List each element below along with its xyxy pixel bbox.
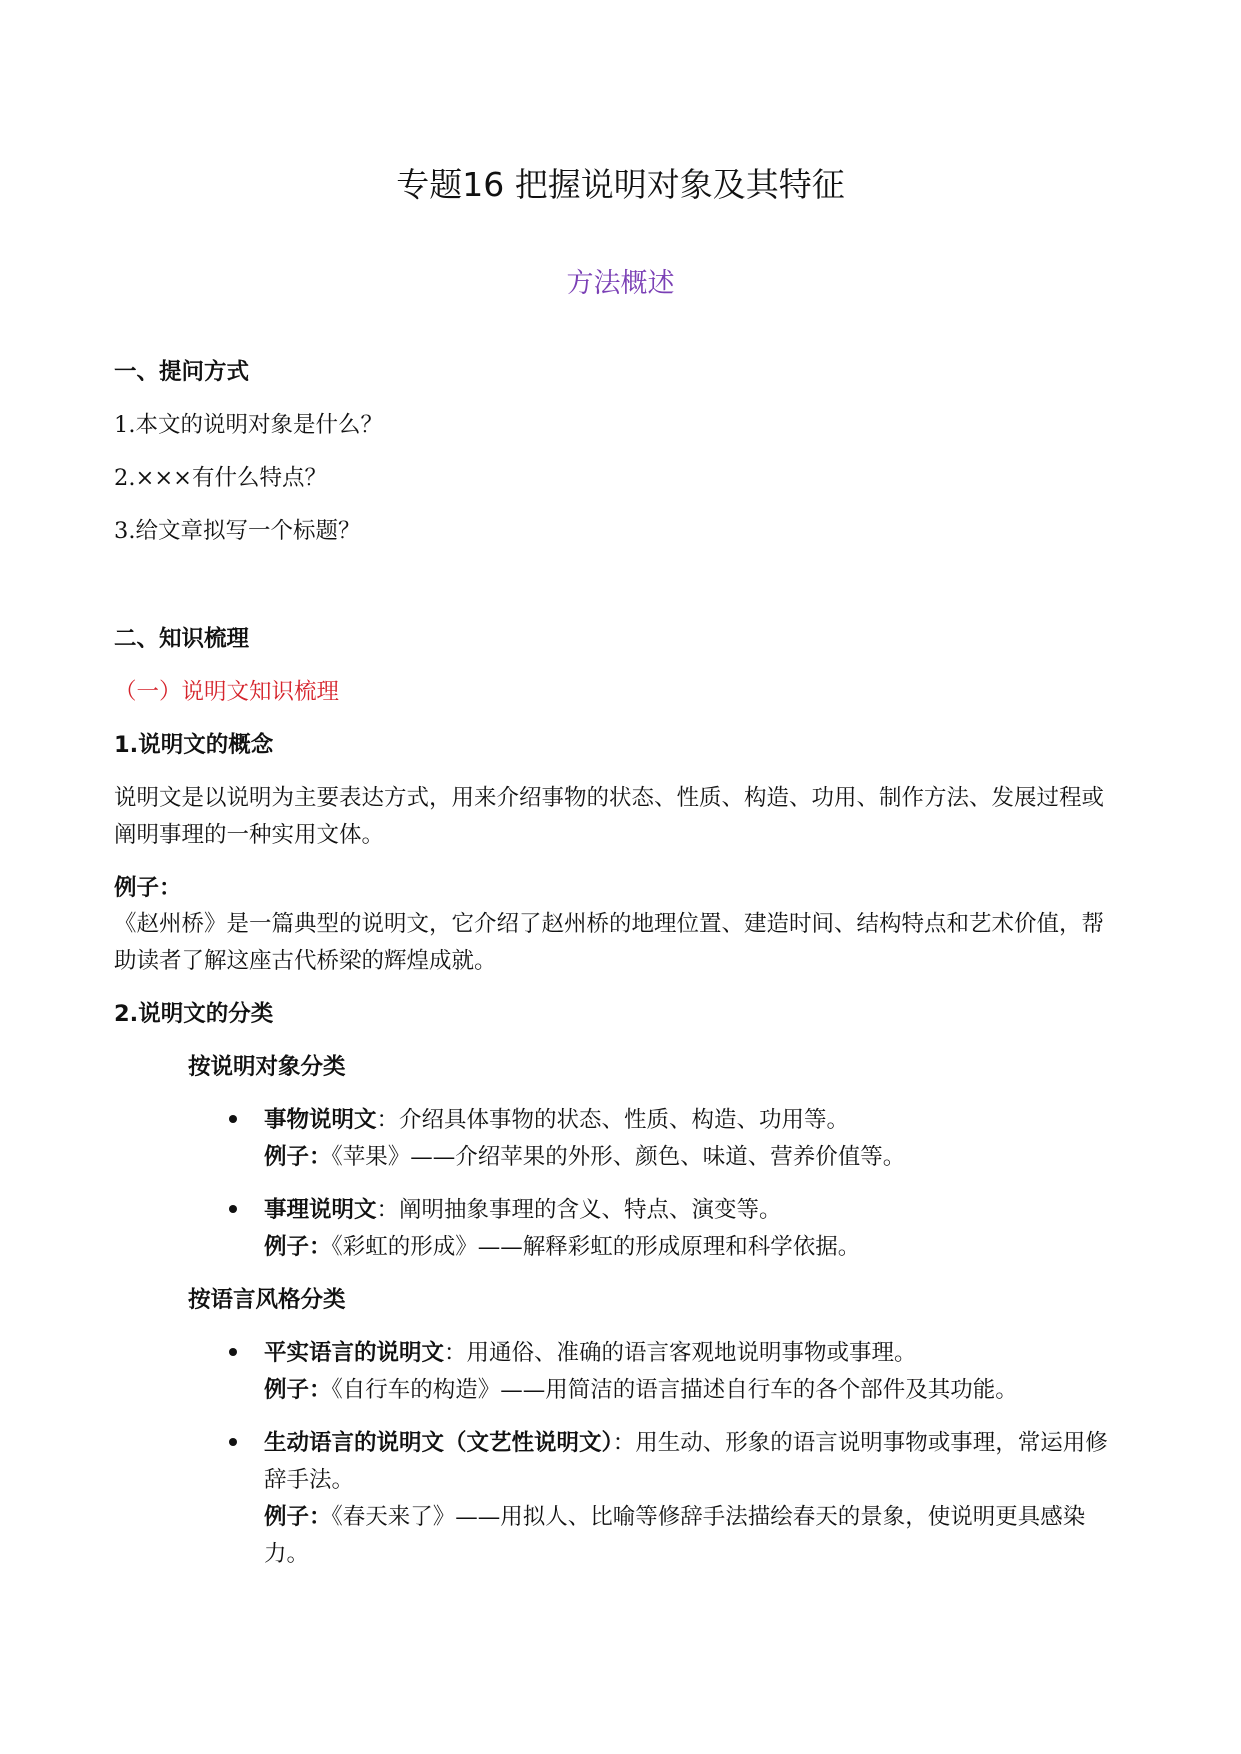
class-item-example-text: 《苹果》——介绍苹果的外形、颜色、味道、营养价值等。 xyxy=(331,1144,906,1170)
concept-heading: 1.说明文的概念 xyxy=(114,732,274,758)
class-item-desc: 用生动、形象的语言说明事物或事理，常运用修辞手法。 xyxy=(264,1430,1108,1493)
class-item-desc: 阐明抽象事理的含义、特点、演变等。 xyxy=(399,1197,782,1223)
class-item-example-text: 《自行车的构造》——用简洁的语言描述自行车的各个部件及其功能。 xyxy=(331,1377,1018,1403)
class-item-example-label: 例子： xyxy=(264,1234,332,1260)
class-item-colon: ： xyxy=(376,1107,400,1133)
bullet-dot-icon xyxy=(227,1115,241,1129)
class-item-example-text: 《春天来了》——用拟人、比喻等修辞手法描绘春天的景象，使说明更具感染力。 xyxy=(264,1504,1086,1567)
class-item xyxy=(264,1102,1124,1176)
class-item xyxy=(264,1192,1124,1266)
class-item-example-label: 例子： xyxy=(264,1377,332,1403)
bullet-dot-icon xyxy=(227,1348,241,1362)
group-title: 按语言风格分类 xyxy=(188,1287,346,1313)
question-item: 1.本文的说明对象是什么？ xyxy=(114,412,383,438)
document-subtitle: 方法概述 xyxy=(566,268,675,299)
section1-heading: 一、提问方式 xyxy=(114,359,250,385)
question-item: 2.×××有什么特点？ xyxy=(114,465,328,491)
bullet-dot-icon xyxy=(227,1438,241,1452)
document-title: 专题16 把握说明对象及其特征 xyxy=(396,165,845,204)
class-item-line xyxy=(264,1425,1124,1499)
classification-heading: 2.说明文的分类 xyxy=(114,1001,274,1027)
class-item-line xyxy=(264,1102,1124,1139)
class-item-example xyxy=(264,1139,1124,1176)
section2-heading: 二、知识梳理 xyxy=(114,626,250,652)
class-item-example-label: 例子： xyxy=(264,1144,332,1170)
class-item-example xyxy=(264,1229,1124,1266)
group-title: 按说明对象分类 xyxy=(188,1054,346,1080)
section2-subheading: （一）说明文知识梳理 xyxy=(114,679,340,705)
class-item-colon: ： xyxy=(376,1197,400,1223)
question-item: 3.给文章拟写一个标题？ xyxy=(114,518,361,544)
class-item-example-text: 《彩虹的形成》——解释彩虹的形成原理和科学依据。 xyxy=(331,1234,861,1260)
class-item-term: 事理说明文 xyxy=(264,1197,377,1223)
class-item-desc: 用通俗、准确的语言客观地说明事物或事理。 xyxy=(466,1340,917,1366)
class-item-term: 平实语言的说明文 xyxy=(264,1340,445,1366)
bullet-dot-icon xyxy=(227,1205,241,1219)
concept-example-text: 《赵州桥》是一篇典型的说明文，它介绍了赵州桥的地理位置、建造时间、结构特点和艺术价值，帮助读者了解这座古代桥梁的辉煌成就。 xyxy=(114,911,1105,974)
class-item-example xyxy=(264,1372,1124,1409)
class-item xyxy=(264,1335,1124,1409)
class-item-colon: ： xyxy=(612,1430,636,1456)
class-item-desc: 介绍具体事物的状态、性质、构造、功用等。 xyxy=(399,1107,850,1133)
class-item-example-label: 例子： xyxy=(264,1504,332,1530)
class-item xyxy=(264,1425,1124,1573)
class-item-colon: ： xyxy=(444,1340,467,1366)
class-item-line xyxy=(264,1192,1124,1229)
class-item-term: 生动语言的说明文（文艺性说明文） xyxy=(264,1430,613,1456)
class-item-line xyxy=(264,1335,1124,1372)
class-item-term: 事物说明文 xyxy=(264,1107,377,1133)
concept-example-label: 例子： xyxy=(114,875,182,901)
class-item-example xyxy=(264,1499,1124,1573)
concept-text: 说明文是以说明为主要表达方式，用来介绍事物的状态、性质、构造、功用、制作方法、发展过程或阐明事理的一种实用文体。 xyxy=(114,785,1105,848)
